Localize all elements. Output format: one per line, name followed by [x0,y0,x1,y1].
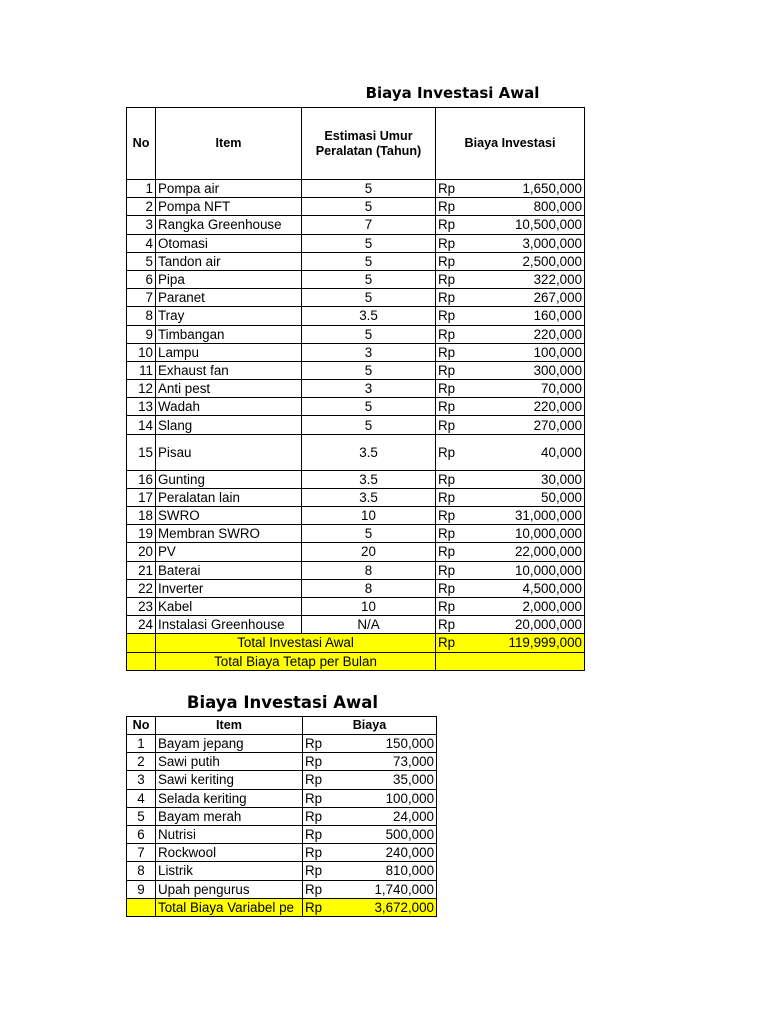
row-amount: 300,000 [463,361,585,379]
row-currency: Rp [436,198,463,216]
row-amount: 3,000,000 [463,234,585,252]
row-no: 1 [127,180,156,198]
row-currency: Rp [436,434,463,470]
row-amount: 10,000,000 [463,525,585,543]
row-no: 2 [127,198,156,216]
row-amount: 267,000 [463,289,585,307]
total-no-cell [127,898,156,916]
header-lifespan: Estimasi Umur Peralatan (Tahun) [302,108,436,180]
row-lifespan: 3 [302,343,436,361]
table-row [127,862,437,880]
row-no: 6 [127,825,156,843]
row-item: Sawi putih [156,753,303,771]
table-row [127,507,585,525]
row-currency: Rp [436,289,463,307]
row-item: Upah pengurus [156,880,303,898]
row-item: Lampu [156,343,302,361]
row-item: Inverter [156,579,302,597]
row-amount: 810,000 [328,862,437,880]
row-currency: Rp [303,735,328,753]
row-no: 5 [127,252,156,270]
row-no: 24 [127,616,156,634]
row-amount: 2,000,000 [463,597,585,615]
total-variable-amount: 3,672,000 [328,898,437,916]
row-no: 15 [127,434,156,470]
row-no: 5 [127,807,156,825]
row-currency: Rp [436,543,463,561]
table-row [127,380,585,398]
row-no: 4 [127,789,156,807]
row-currency: Rp [303,862,328,880]
row-amount: 30,000 [463,470,585,488]
row-item: Peralatan lain [156,488,302,506]
table-row [127,488,585,506]
row-lifespan: 5 [302,180,436,198]
table-row [127,470,585,488]
row-amount: 322,000 [463,270,585,288]
row-currency: Rp [436,616,463,634]
table-row [127,234,585,252]
row-currency: Rp [303,807,328,825]
row-amount: 4,500,000 [463,579,585,597]
row-currency: Rp [436,343,463,361]
total-no-cell [127,634,156,652]
row-lifespan: 8 [302,561,436,579]
total-investment-label: Total Investasi Awal [156,634,436,652]
row-no: 7 [127,844,156,862]
row-amount: 240,000 [328,844,437,862]
table-row [127,807,437,825]
row-amount: 24,000 [328,807,437,825]
table-row [127,579,585,597]
row-no: 8 [127,307,156,325]
row-lifespan: 3.5 [302,488,436,506]
row-no: 16 [127,470,156,488]
row-amount: 20,000,000 [463,616,585,634]
row-currency: Rp [436,252,463,270]
row-no: 3 [127,771,156,789]
row-no: 18 [127,507,156,525]
table-row [127,307,585,325]
row-lifespan: 5 [302,234,436,252]
table-row [127,343,585,361]
total-currency: Rp [303,898,328,916]
row-item: Wadah [156,398,302,416]
row-lifespan: 5 [302,270,436,288]
row-item: PV [156,543,302,561]
table-row [127,270,585,288]
row-currency: Rp [436,561,463,579]
table-row [127,325,585,343]
table-row [127,735,437,753]
row-lifespan: 5 [302,325,436,343]
row-item: Gunting [156,470,302,488]
table-row [127,561,585,579]
row-item: Timbangan [156,325,302,343]
row-item: Rangka Greenhouse [156,216,302,234]
table-row [127,252,585,270]
total-investment-row [127,634,585,652]
row-currency: Rp [303,771,328,789]
row-amount: 270,000 [463,416,585,434]
row-no: 9 [127,325,156,343]
row-item: Rockwool [156,844,303,862]
row-currency: Rp [436,398,463,416]
row-currency: Rp [303,880,328,898]
row-lifespan: 5 [302,361,436,379]
row-currency: Rp [303,825,328,843]
total-currency: Rp [436,634,463,652]
row-amount: 22,000,000 [463,543,585,561]
table-row [127,198,585,216]
row-no: 14 [127,416,156,434]
row-amount: 500,000 [328,825,437,843]
row-item: Kabel [156,597,302,615]
row-currency: Rp [436,507,463,525]
row-no: 12 [127,380,156,398]
row-currency: Rp [436,470,463,488]
row-amount: 150,000 [328,735,437,753]
row-lifespan: 3 [302,380,436,398]
table-row [127,398,585,416]
table-row [127,844,437,862]
row-amount: 220,000 [463,398,585,416]
fixed-no-cell [127,652,156,670]
total-investment-amount: 119,999,000 [463,634,585,652]
row-item: SWRO [156,507,302,525]
row-lifespan: 20 [302,543,436,561]
row-currency: Rp [436,416,463,434]
variable-table-title: Biaya Investasi Awal [186,693,379,712]
row-no: 4 [127,234,156,252]
row-currency: Rp [303,753,328,771]
row-lifespan: 10 [302,597,436,615]
fixed-cost-row [127,652,585,670]
row-amount: 100,000 [463,343,585,361]
header-item: Item [156,717,303,735]
row-item: Nutrisi [156,825,303,843]
row-currency: Rp [436,380,463,398]
table-row [127,753,437,771]
header-no: No [127,108,156,180]
row-item: Selada keriting [156,789,303,807]
row-item: Pisau [156,434,302,470]
row-currency: Rp [436,325,463,343]
row-item: Bayam jepang [156,735,303,753]
row-lifespan: 10 [302,507,436,525]
row-amount: 50,000 [463,488,585,506]
row-no: 8 [127,862,156,880]
table-row [127,789,437,807]
row-amount: 800,000 [463,198,585,216]
row-currency: Rp [436,525,463,543]
table-row [127,361,585,379]
row-currency: Rp [436,270,463,288]
row-amount: 1,650,000 [463,180,585,198]
row-lifespan: 3.5 [302,470,436,488]
header-cost: Biaya [303,717,437,735]
row-item: Pompa air [156,180,302,198]
row-lifespan: 5 [302,289,436,307]
total-variable-row [127,898,437,916]
table-row [127,525,585,543]
row-lifespan: 5 [302,198,436,216]
row-currency: Rp [436,234,463,252]
row-no: 20 [127,543,156,561]
row-no: 19 [127,525,156,543]
row-amount: 220,000 [463,325,585,343]
row-item: Exhaust fan [156,361,302,379]
row-no: 11 [127,361,156,379]
row-item: Anti pest [156,380,302,398]
row-item: Paranet [156,289,302,307]
row-lifespan: 5 [302,398,436,416]
header-item: Item [156,108,302,180]
row-item: Listrik [156,862,303,880]
row-amount: 2,500,000 [463,252,585,270]
row-no: 1 [127,735,156,753]
row-item: Tandon air [156,252,302,270]
row-currency: Rp [303,789,328,807]
variable-table-header [127,717,437,735]
investment-table-header [127,108,585,180]
table-row [127,825,437,843]
row-no: 23 [127,597,156,615]
investment-table [126,107,585,671]
table-row [127,416,585,434]
row-currency: Rp [436,597,463,615]
row-item: Pipa [156,270,302,288]
row-no: 13 [127,398,156,416]
table-row [127,616,585,634]
table-row [127,180,585,198]
total-variable-label: Total Biaya Variabel pe [156,898,303,916]
row-currency: Rp [436,180,463,198]
table-row [127,289,585,307]
row-amount: 10,500,000 [463,216,585,234]
row-no: 3 [127,216,156,234]
row-amount: 40,000 [463,434,585,470]
row-amount: 160,000 [463,307,585,325]
row-lifespan: 3.5 [302,434,436,470]
row-item: Bayam merah [156,807,303,825]
row-amount: 70,000 [463,380,585,398]
row-no: 21 [127,561,156,579]
header-no: No [127,717,156,735]
row-item: Tray [156,307,302,325]
table-row [127,597,585,615]
row-currency: Rp [436,579,463,597]
table-row [127,543,585,561]
row-amount: 10,000,000 [463,561,585,579]
row-no: 2 [127,753,156,771]
row-no: 17 [127,488,156,506]
header-cost: Biaya Investasi [436,108,585,180]
row-currency: Rp [436,307,463,325]
row-lifespan: 5 [302,525,436,543]
row-currency: Rp [436,488,463,506]
fixed-cost-value [436,652,585,670]
row-currency: Rp [436,216,463,234]
fixed-cost-label: Total Biaya Tetap per Bulan [156,652,436,670]
row-lifespan: 8 [302,579,436,597]
row-currency: Rp [303,844,328,862]
table-row [127,771,437,789]
row-currency: Rp [436,361,463,379]
row-item: Otomasi [156,234,302,252]
row-item: Sawi keriting [156,771,303,789]
investment-table-title: Biaya Investasi Awal [365,84,540,102]
variable-cost-table [126,716,437,917]
row-amount: 73,000 [328,753,437,771]
row-amount: 1,740,000 [328,880,437,898]
row-no: 7 [127,289,156,307]
row-amount: 31,000,000 [463,507,585,525]
table-row [127,434,585,470]
row-no: 22 [127,579,156,597]
row-item: Membran SWRO [156,525,302,543]
row-amount: 35,000 [328,771,437,789]
table-row [127,880,437,898]
row-item: Pompa NFT [156,198,302,216]
row-lifespan: 5 [302,416,436,434]
row-lifespan: 7 [302,216,436,234]
row-lifespan: N/A [302,616,436,634]
row-no: 6 [127,270,156,288]
row-no: 10 [127,343,156,361]
row-item: Slang [156,416,302,434]
row-lifespan: 3.5 [302,307,436,325]
row-amount: 100,000 [328,789,437,807]
table-row [127,216,585,234]
row-no: 9 [127,880,156,898]
row-item: Baterai [156,561,302,579]
row-lifespan: 5 [302,252,436,270]
row-item: Instalasi Greenhouse [156,616,302,634]
